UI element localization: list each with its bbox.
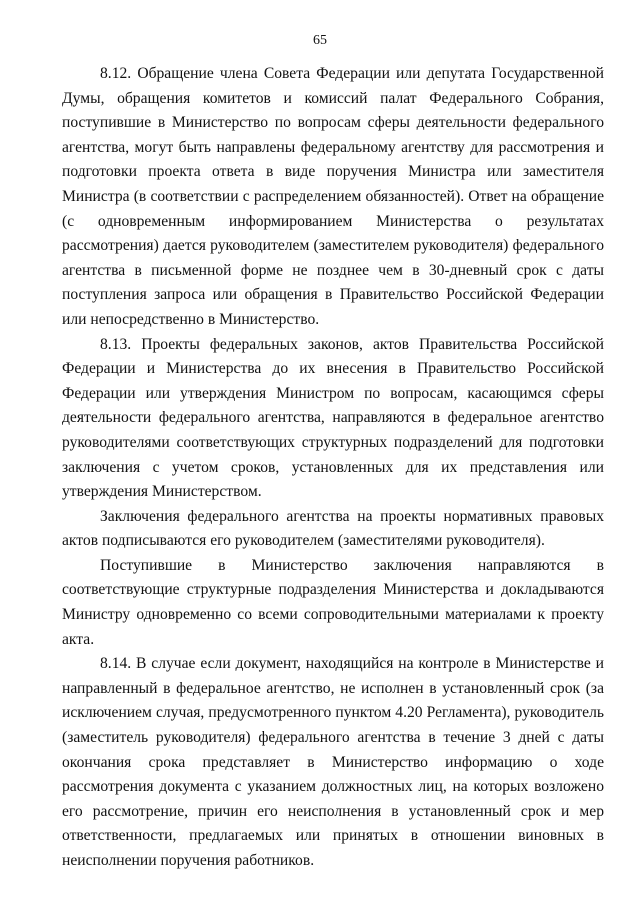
paragraph-conclusions-routing: Поступившие в Министерство заключения направляются в соответствующие структурные подразделения Министерства и докладываются Министру одновременно со всеми сопроводительными материалами к проекту акта. (62, 556, 604, 648)
paragraph-8-13: 8.13. Проекты федеральных законов, актов Правительства Российской Федерации и Министерства до их внесения в Правительство Российской Федерации или утверждения Министром по вопросам, касающимся сферы деятельности федерального агентства, направляются в федеральное агентство руководителями соответствующих структурных подразделений для подготовки заключения с учетом сроков, установленных для их представления или утверждения Министерством. (62, 335, 604, 501)
paragraph-conclusions-signing: Заключения федерального агентства на проекты нормативных правовых актов подписываются его руководителем (заместителями руководителя). (62, 507, 604, 550)
paragraph-8-12: 8.12. Обращение члена Совета Федерации или депутата Государственной Думы, обращения комитетов и комиссий палат Федерального Собрания, поступившие в Министерство по вопросам сферы деятельности федерального агентства, могут быть направлены федеральному агентству для рассмотрения и подготовки проекта ответа в виде поручения Министра или заместителя Министра (в соответствии с распределением обязанностей). Ответ на обращение (с одновременным информированием Министерства о результатах рассмотрения) дается руководителем (заместителем руководителя) федерального агентства в письменной форме не позднее чем в 30-дневный срок с даты поступления запроса или обращения в Правительство Российской Федерации или непосредственно в Министерство. (62, 65, 604, 328)
paragraph-8-14: 8.14. В случае если документ, находящийся на контроле в Министерстве и направленный в федеральное агентство, не исполнен в установленный срок (за исключением случая, предусмотренного пунктом 4.20 Регламента), руководитель (заместитель руководителя) федерального агентства в течение 3 дней с даты окончания срока представляет в Министерство информацию о ходе рассмотрения документа с указанием должностных лиц, на которых возложено его рассмотрение, причин его неисполнения в установленный срок и мер ответственности, предлагаемых или принятых в отношении виновных в неисполнении поручения работников. (62, 655, 604, 869)
page-number: 65 (313, 33, 327, 48)
document-body (62, 62, 604, 874)
